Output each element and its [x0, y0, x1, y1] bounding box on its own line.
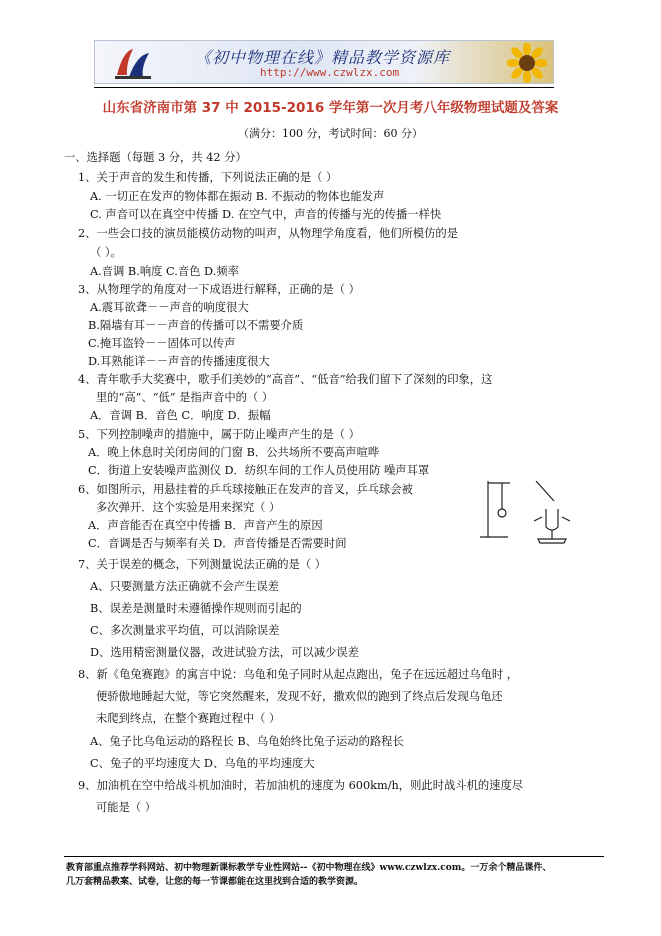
question-text: 多次弹开．这个实验是用来探究（ ） [96, 501, 281, 514]
document-title: 山东省济南市第 37 中 2015-2016 学年第一次月考八年级物理试题及答案 [102, 100, 559, 116]
question-text: 1、关于声音的发生和传播，下列说法正确的是（ ） [78, 171, 338, 184]
answer-option: C、多次测量求平均值，可以消除误差 [90, 624, 280, 637]
question-text: 7、关于误差的概念，下列测量说法正确的是（ ） [78, 558, 327, 571]
header-banner [94, 40, 554, 84]
question-text: 未爬到终点，在整个赛跑过程中（ ） [96, 712, 281, 725]
banner-url: http://www.czwlzx.com [260, 66, 400, 79]
answer-option: C.掩耳盗铃－－固体可以传声 [88, 337, 236, 350]
answer-options: A、兔子比乌龟运动的路程长 B、乌龟始终比兔子运动的路程长 [90, 735, 404, 748]
footer-text: 教育部重点推荐学科网站、初中物理新课标教学专业性网站--《初中物理在线》www.czwlzx.com。一万余个精品课件、 [66, 863, 552, 873]
question-text: 2、一些会口技的演员能模仿动物的叫声，从物理学角度看，他们所模仿的是 [78, 227, 458, 240]
answer-options: A．声音能否在真空中传播 B．声音产生的原因 [88, 519, 323, 532]
answer-options: C. 声音可以在真空中传播 D. 在空气中，声音的传播与光的传播一样快 [90, 208, 442, 221]
document-subtitle: （满分：100 分，考试时间：60 分） [238, 127, 423, 140]
section-heading: 一、选择题（每题 3 分，共 42 分） [64, 151, 247, 164]
answer-options: A.音调 B.响度 C.音色 D.频率 [90, 265, 239, 278]
site-logo-icon [113, 45, 153, 81]
answer-options: A．音调 B．音色 C．响度 D．振幅 [90, 409, 271, 422]
question-text: 9、加油机在空中给战斗机加油时，若加油机的速度为 600km/h，则此时战斗机的速度尽 [78, 779, 524, 792]
answer-option: D.耳熟能详－－声音的传播速度很大 [88, 355, 270, 368]
question-text: 8、新《龟兔赛跑》的寓言中说：乌龟和兔子同时从起点跑出，兔子在远远超过乌龟时 ， [78, 668, 519, 681]
question-text: 6、如图所示，用悬挂着的乒乓球接触正在发声的音叉，乒乓球会被 [78, 483, 413, 496]
answer-options: A．晚上休息时关闭房间的门窗 B．公共场所不要高声喧哗 [88, 446, 380, 459]
question-text: 5、下列控制噪声的措施中，属于防止噪声产生的是（ ） [78, 428, 360, 441]
tuning-fork-figure [476, 475, 572, 547]
answer-options: A. 一切正在发声的物体都在振动 B. 不振动的物体也能发声 [90, 190, 385, 203]
footer-rule [64, 856, 604, 857]
answer-options: C．街道上安装噪声监测仪 D．纺织车间的工作人员使用防 噪声耳罩 [88, 464, 430, 477]
sunflower-icon [507, 43, 547, 83]
question-text: （ ）。 [90, 246, 122, 259]
footer-text: 几万套精品教案、试卷，让您的每一节课都能在这里找到合适的教学资源。 [66, 877, 364, 887]
question-text: 可能是（ ） [96, 801, 157, 814]
answer-option: D、选用精密测量仪器，改进试验方法，可以减少误差 [90, 646, 359, 659]
question-text: 里的“高”、“低” 是指声音中的（ ） [96, 391, 274, 404]
banner-title: 《初中物理在线》精品教学资源库 [195, 48, 451, 67]
answer-options: C、兔子的平均速度大 D、乌龟的平均速度大 [90, 757, 315, 770]
answer-option: A.震耳欲聋－－声音的响度很大 [90, 301, 249, 314]
answer-option: B、误差是测量时未遵循操作规则而引起的 [90, 602, 302, 615]
question-text: 4、青年歌手大奖赛中，歌手们美妙的“高音”、“低音”给我们留下了深刻的印象，这 [78, 373, 493, 386]
question-text: 3、从物理学的角度对一下成语进行解释，正确的是（ ） [78, 283, 360, 296]
answer-option: A、只要测量方法正确就不会产生误差 [90, 580, 279, 593]
question-text: 便骄傲地睡起大觉，等它突然醒来，发现不好，撒欢似的跑到了终点后发现乌龟还 [96, 690, 503, 703]
answer-options: C．音调是否与频率有关 D．声音传播是否需要时间 [88, 537, 347, 550]
header-rule [94, 87, 554, 88]
answer-option: B.隔墙有耳－－声音的传播可以不需要介质 [88, 319, 304, 332]
